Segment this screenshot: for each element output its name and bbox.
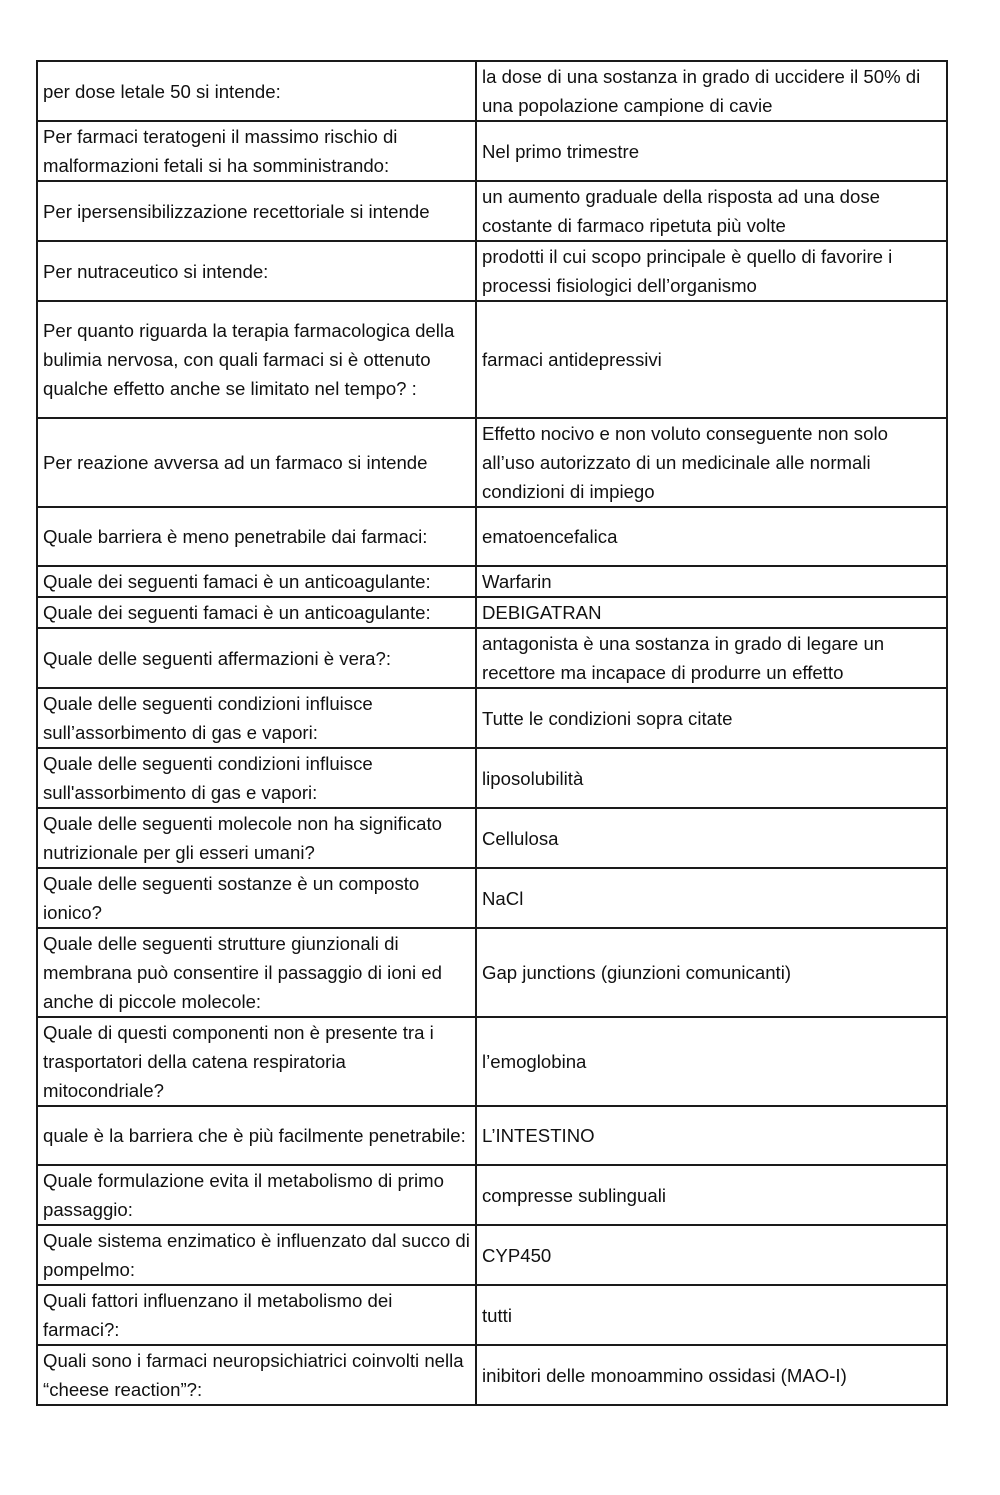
- answer-cell: ematoencefalica: [476, 507, 947, 566]
- table-row: [37, 1017, 947, 1106]
- table-row: [37, 1106, 947, 1165]
- question-cell: Quali fattori influenzano il metabolismo dei farmaci?:: [37, 1285, 476, 1345]
- qa-table: [36, 60, 948, 1406]
- table-row: [37, 1165, 947, 1225]
- question-cell: Per nutraceutico si intende:: [37, 241, 476, 301]
- question-cell: Per quanto riguarda la terapia farmacologica della bulimia nervosa, con quali farmaci si è ottenuto qualche effetto anche se limitato nel tempo? :: [37, 301, 476, 418]
- table-row: [37, 121, 947, 181]
- answer-cell: antagonista è una sostanza in grado di legare un recettore ma incapace di produrre un effetto: [476, 628, 947, 688]
- answer-cell: prodotti il cui scopo principale è quello di favorire i processi fisiologici dell’organismo: [476, 241, 947, 301]
- answer-cell: l’emoglobina: [476, 1017, 947, 1106]
- answer-cell: Effetto nocivo e non voluto conseguente non solo all’uso autorizzato di un medicinale alle normali condizioni di impiego: [476, 418, 947, 507]
- question-cell: Quale delle seguenti condizioni influisce sull’assorbimento di gas e vapori:: [37, 688, 476, 748]
- question-cell: Per reazione avversa ad un farmaco si intende: [37, 418, 476, 507]
- table-row: [37, 748, 947, 808]
- table-row: [37, 688, 947, 748]
- table-row: [37, 928, 947, 1017]
- question-cell: Quale dei seguenti famaci è un anticoagulante:: [37, 566, 476, 597]
- qa-table-body: [37, 61, 947, 1405]
- question-cell: per dose letale 50 si intende:: [37, 61, 476, 121]
- table-row: [37, 61, 947, 121]
- question-cell: Per farmaci teratogeni il massimo rischio di malformazioni fetali si ha somministrando:: [37, 121, 476, 181]
- answer-cell: Nel primo trimestre: [476, 121, 947, 181]
- table-row: [37, 1285, 947, 1345]
- table-row: [37, 628, 947, 688]
- question-cell: Quale formulazione evita il metabolismo di primo passaggio:: [37, 1165, 476, 1225]
- answer-cell: liposolubilità: [476, 748, 947, 808]
- question-cell: Quale delle seguenti sostanze è un composto ionico?: [37, 868, 476, 928]
- table-row: [37, 868, 947, 928]
- table-row: [37, 241, 947, 301]
- answer-cell: CYP450: [476, 1225, 947, 1285]
- question-cell: quale è la barriera che è più facilmente penetrabile:: [37, 1106, 476, 1165]
- question-cell: Quale sistema enzimatico è influenzato dal succo di pompelmo:: [37, 1225, 476, 1285]
- question-cell: Quale delle seguenti strutture giunzionali di membrana può consentire il passaggio di ioni ed anche di piccole molecole:: [37, 928, 476, 1017]
- question-cell: Quale delle seguenti molecole non ha significato nutrizionale per gli esseri umani?: [37, 808, 476, 868]
- table-row: [37, 301, 947, 418]
- answer-cell: Tutte le condizioni sopra citate: [476, 688, 947, 748]
- answer-cell: compresse sublinguali: [476, 1165, 947, 1225]
- answer-cell: la dose di una sostanza in grado di uccidere il 50% di una popolazione campione di cavie: [476, 61, 947, 121]
- table-row: [37, 1225, 947, 1285]
- table-row: [37, 181, 947, 241]
- answer-cell: Warfarin: [476, 566, 947, 597]
- answer-cell: inibitori delle monoammino ossidasi (MAO-I): [476, 1345, 947, 1405]
- answer-cell: tutti: [476, 1285, 947, 1345]
- answer-cell: L’INTESTINO: [476, 1106, 947, 1165]
- table-row: [37, 1345, 947, 1405]
- answer-cell: Cellulosa: [476, 808, 947, 868]
- question-cell: Quale delle seguenti condizioni influisce sull'assorbimento di gas e vapori:: [37, 748, 476, 808]
- question-cell: Quale delle seguenti affermazioni è vera?:: [37, 628, 476, 688]
- table-row: [37, 597, 947, 628]
- answer-cell: un aumento graduale della risposta ad una dose costante di farmaco ripetuta più volte: [476, 181, 947, 241]
- table-row: [37, 507, 947, 566]
- answer-cell: farmaci antidepressivi: [476, 301, 947, 418]
- question-cell: Quale barriera è meno penetrabile dai farmaci:: [37, 507, 476, 566]
- question-cell: Per ipersensibilizzazione recettoriale si intende: [37, 181, 476, 241]
- answer-cell: NaCl: [476, 868, 947, 928]
- question-cell: Quale dei seguenti famaci è un anticoagulante:: [37, 597, 476, 628]
- answer-cell: Gap junctions (giunzioni comunicanti): [476, 928, 947, 1017]
- table-row: [37, 808, 947, 868]
- question-cell: Quale di questi componenti non è presente tra i trasportatori della catena respiratoria mitocondriale?: [37, 1017, 476, 1106]
- question-cell: Quali sono i farmaci neuropsichiatrici coinvolti nella “cheese reaction”?:: [37, 1345, 476, 1405]
- answer-cell: DEBIGATRAN: [476, 597, 947, 628]
- table-row: [37, 418, 947, 507]
- table-row: [37, 566, 947, 597]
